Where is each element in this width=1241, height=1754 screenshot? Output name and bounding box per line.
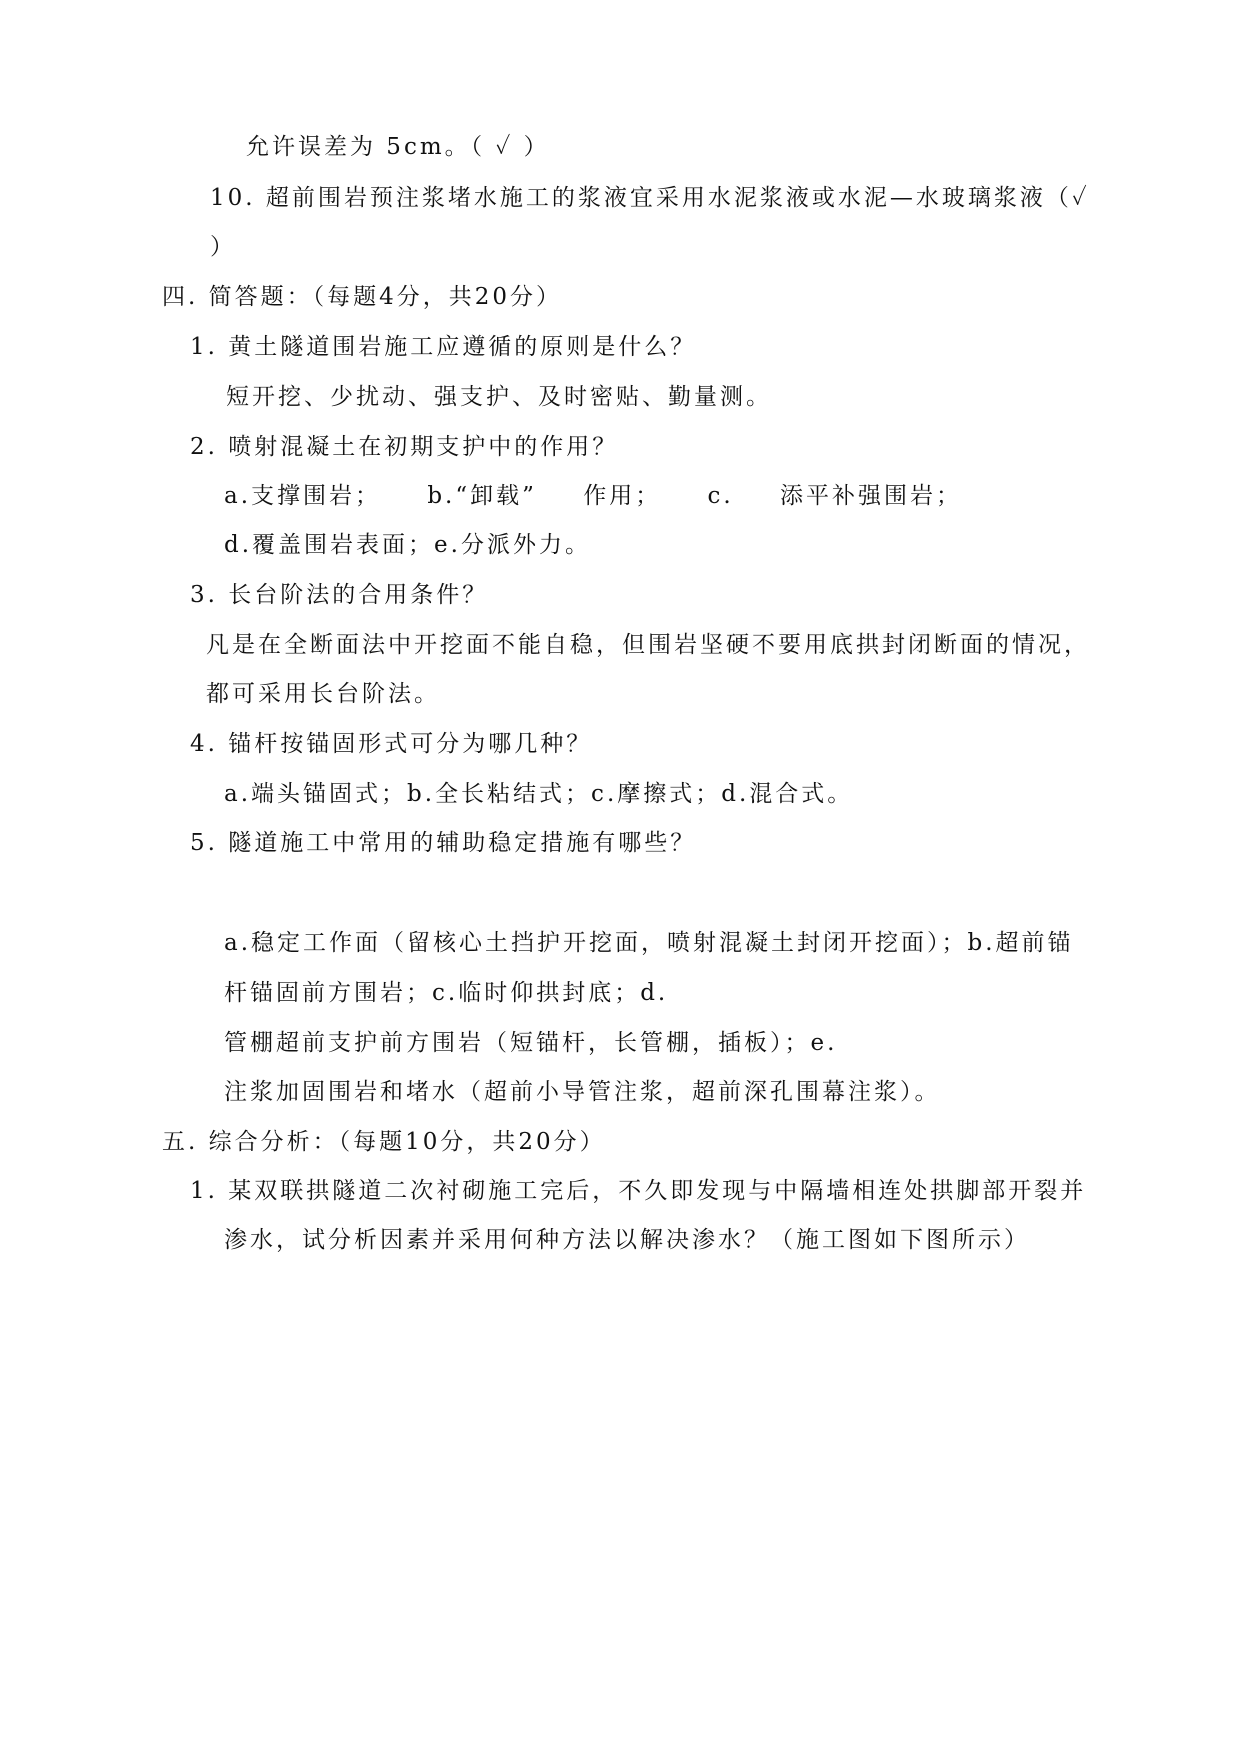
answer-2-line-2: d.覆盖围岩表面；e.分派外力。 — [224, 532, 591, 558]
question-5: 5. 隧道施工中常用的辅助稳定措施有哪些？ — [190, 830, 697, 856]
analysis-question-1-line-1: 1. 某双联拱隧道二次衬砌施工完后，不久即发现与中隔墙相连处拱脚部开裂并 — [190, 1178, 1087, 1204]
answer-1: 短开挖、少扰动、强支护、及时密贴、勤量测。 — [226, 384, 772, 410]
answer-2-part-c: c. — [707, 483, 734, 509]
answer-5-line-3: 管棚超前支护前方围岩（短锚杆，长管棚，插板）；e. — [224, 1030, 838, 1056]
question-1: 1. 黄土隧道围岩施工应遵循的原则是什么？ — [190, 334, 697, 360]
analysis-question-1-line-2: 渗水，试分析因素并采用何种方法以解决渗水？（施工图如下图所示） — [224, 1227, 1030, 1253]
answer-3-line-1: 凡是在全断面法中开挖面不能自稳，但围岩坚硬不要用底拱封闭断面的情况， — [206, 632, 1090, 658]
answer-2-part-b-tail: 作用； — [583, 483, 662, 509]
answer-3-line-2: 都可采用长台阶法。 — [206, 681, 440, 707]
answer-2-part-c-tail: 添平补强围岩； — [779, 483, 962, 509]
answer-2-line-1 — [224, 481, 962, 511]
question-4: 4. 锚杆按锚固形式可分为哪几种？ — [190, 731, 593, 757]
answer-line-9-continued: 允许误差为 5cm。（ ✓ ） — [246, 134, 550, 160]
section-heading-short-answer: 四. 简答题：（每题4分，共20分） — [162, 284, 563, 310]
answer-5-line-4: 注浆加固围岩和堵水（超前小导管注浆，超前深孔围幕注浆）。 — [224, 1079, 941, 1105]
true-false-question-10-close: ） — [210, 234, 236, 260]
question-3: 3. 长台阶法的合用条件？ — [190, 582, 489, 608]
answer-5-line-1: a.稳定工作面（留核心土挡护开挖面，喷射混凝土封闭开挖面）；b.超前锚 — [224, 930, 1074, 956]
section-heading-analysis: 五. 综合分析：（每题10分，共20分） — [162, 1129, 606, 1155]
true-false-question-10: 10. 超前围岩预注浆堵水施工的浆液宜采用水泥浆液或水泥—水玻璃浆液（✓ — [210, 185, 1090, 211]
answer-4: a.端头锚固式；b.全长粘结式；c.摩擦式；d.混合式。 — [224, 781, 854, 807]
answer-2-part-b: b.“卸载” — [427, 483, 537, 509]
answer-2-part-a: a.支撑围岩； — [224, 483, 382, 509]
question-2: 2. 喷射混凝土在初期支护中的作用？ — [190, 434, 619, 460]
answer-5-line-2: 杆锚固前方围岩；c.临时仰拱封底；d. — [224, 980, 669, 1006]
